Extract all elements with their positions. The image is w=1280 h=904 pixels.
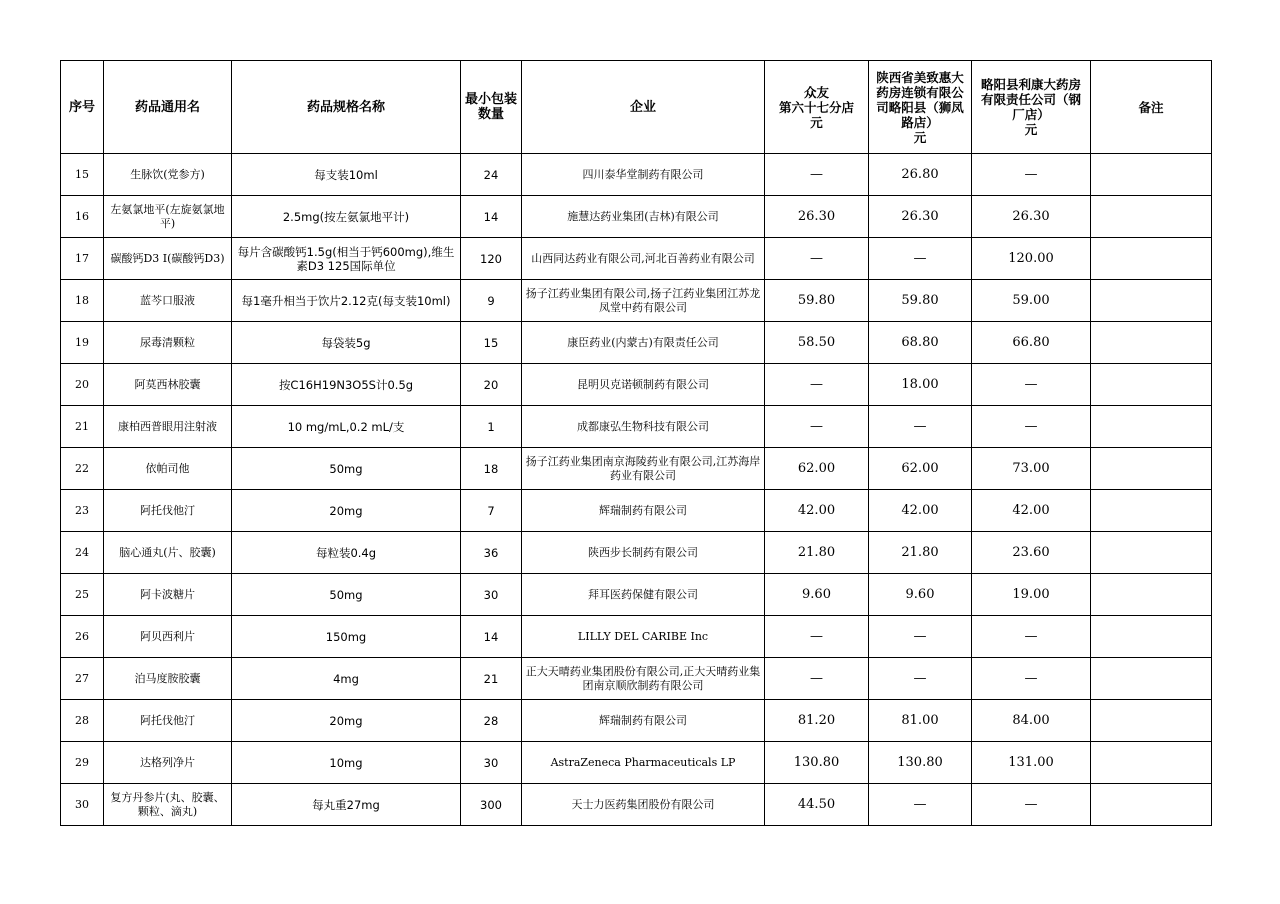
col-notes (1091, 700, 1212, 742)
col-price-meizhihui: — (869, 658, 972, 700)
col-index: 26 (61, 616, 104, 658)
col-price-likang: 42.00 (972, 490, 1091, 532)
col-index: 15 (61, 154, 104, 196)
col-price-likang: 120.00 (972, 238, 1091, 280)
col-company: 施慧达药业集团(吉林)有限公司 (522, 196, 765, 238)
col-drug-name: 达格列净片 (104, 742, 232, 784)
table-row (61, 574, 1212, 616)
col-notes (1091, 490, 1212, 532)
col-company: 昆明贝克诺顿制药有限公司 (522, 364, 765, 406)
col-drug-name: 阿卡波糖片 (104, 574, 232, 616)
col-spec: 10mg (232, 742, 461, 784)
col-spec: 20mg (232, 700, 461, 742)
table-row (61, 532, 1212, 574)
col-index: 24 (61, 532, 104, 574)
col-drug-name: 碳酸钙D3 Ⅰ(碳酸钙D3) (104, 238, 232, 280)
col-price-meizhihui: — (869, 784, 972, 826)
table-row (61, 616, 1212, 658)
col-min-pack: 18 (461, 448, 522, 490)
col-price-meizhihui: 81.00 (869, 700, 972, 742)
col-price-meizhihui: 130.80 (869, 742, 972, 784)
col-price-meizhihui: 59.80 (869, 280, 972, 322)
table-row (61, 364, 1212, 406)
col-company: 扬子江药业集团有限公司,扬子江药业集团江苏龙凤堂中药有限公司 (522, 280, 765, 322)
col-company: 正大天晴药业集团股份有限公司,正大天晴药业集团南京顺欣制药有限公司 (522, 658, 765, 700)
col-min-pack: 14 (461, 196, 522, 238)
header-row (61, 61, 1212, 154)
col-index: 17 (61, 238, 104, 280)
col-drug-name: 蓝芩口服液 (104, 280, 232, 322)
col-index: 28 (61, 700, 104, 742)
drug-price-table (60, 60, 1212, 826)
col-company: 陕西步长制药有限公司 (522, 532, 765, 574)
col-drug-name: 泊马度胺胶囊 (104, 658, 232, 700)
col-notes (1091, 364, 1212, 406)
col-spec: 每1毫升相当于饮片2.12克(每支装10ml) (232, 280, 461, 322)
col-min-pack: 30 (461, 742, 522, 784)
table-row (61, 448, 1212, 490)
col-notes (1091, 784, 1212, 826)
col-price-likang: — (972, 364, 1091, 406)
col-price-likang: 59.00 (972, 280, 1091, 322)
col-spec: 50mg (232, 448, 461, 490)
col-price-zhongyou: 81.20 (765, 700, 869, 742)
col-min-pack: 1 (461, 406, 522, 448)
col-price-zhongyou: — (765, 154, 869, 196)
col-price-likang: — (972, 406, 1091, 448)
col-notes (1091, 532, 1212, 574)
col-notes (1091, 196, 1212, 238)
col-notes (1091, 742, 1212, 784)
col-min-pack: 24 (461, 154, 522, 196)
col-drug-name: 阿托伐他汀 (104, 490, 232, 532)
col-price-zhongyou: — (765, 616, 869, 658)
col-drug-name: 左氨氯地平(左旋氨氯地平) (104, 196, 232, 238)
col-notes-header: 备注 (1091, 61, 1212, 154)
col-price-meizhihui: 26.30 (869, 196, 972, 238)
col-spec: 20mg (232, 490, 461, 532)
col-notes (1091, 658, 1212, 700)
col-price-meizhihui: 62.00 (869, 448, 972, 490)
col-index-header: 序号 (61, 61, 104, 154)
table-row (61, 322, 1212, 364)
col-notes (1091, 238, 1212, 280)
col-spec: 150mg (232, 616, 461, 658)
col-min-pack-header: 最小包装数量 (461, 61, 522, 154)
col-drug-name: 生脉饮(党参方) (104, 154, 232, 196)
col-index: 25 (61, 574, 104, 616)
col-drug-name: 康柏西普眼用注射液 (104, 406, 232, 448)
col-index: 29 (61, 742, 104, 784)
col-price-likang: 84.00 (972, 700, 1091, 742)
col-price-zhongyou: 130.80 (765, 742, 869, 784)
table-row (61, 658, 1212, 700)
table-row (61, 238, 1212, 280)
col-min-pack: 30 (461, 574, 522, 616)
col-price-meizhihui: 26.80 (869, 154, 972, 196)
col-price-likang: — (972, 154, 1091, 196)
col-company: 山西同达药业有限公司,河北百善药业有限公司 (522, 238, 765, 280)
col-drug-name: 阿莫西林胶囊 (104, 364, 232, 406)
col-price-zhongyou: — (765, 238, 869, 280)
col-company: AstraZeneca Pharmaceuticals LP (522, 742, 765, 784)
col-min-pack: 28 (461, 700, 522, 742)
col-price-zhongyou: 26.30 (765, 196, 869, 238)
col-price-likang: 73.00 (972, 448, 1091, 490)
col-spec: 按C16H19N3O5S计0.5g (232, 364, 461, 406)
col-drug-name: 脑心通丸(片、胶囊) (104, 532, 232, 574)
col-price-zhongyou: 59.80 (765, 280, 869, 322)
col-company: 拜耳医药保健有限公司 (522, 574, 765, 616)
col-index: 27 (61, 658, 104, 700)
col-spec: 每粒装0.4g (232, 532, 461, 574)
col-drug-name: 依帕司他 (104, 448, 232, 490)
col-spec: 每丸重27mg (232, 784, 461, 826)
col-company: 天士力医药集团股份有限公司 (522, 784, 765, 826)
col-company: 辉瑞制药有限公司 (522, 490, 765, 532)
col-spec: 4mg (232, 658, 461, 700)
col-spec: 50mg (232, 574, 461, 616)
col-min-pack: 15 (461, 322, 522, 364)
table-row (61, 280, 1212, 322)
col-price-likang: 66.80 (972, 322, 1091, 364)
col-price-meizhihui: — (869, 406, 972, 448)
col-spec: 每袋装5g (232, 322, 461, 364)
col-drug-name-header: 药品通用名 (104, 61, 232, 154)
col-spec: 2.5mg(按左氨氯地平计) (232, 196, 461, 238)
col-company: 成都康弘生物科技有限公司 (522, 406, 765, 448)
col-company: LILLY DEL CARIBE Inc (522, 616, 765, 658)
col-index: 21 (61, 406, 104, 448)
col-drug-name: 阿托伐他汀 (104, 700, 232, 742)
table-row (61, 154, 1212, 196)
col-price-zhongyou: — (765, 406, 869, 448)
col-index: 19 (61, 322, 104, 364)
table-row (61, 406, 1212, 448)
col-index: 16 (61, 196, 104, 238)
col-min-pack: 20 (461, 364, 522, 406)
col-index: 18 (61, 280, 104, 322)
col-company: 扬子江药业集团南京海陵药业有限公司,江苏海岸药业有限公司 (522, 448, 765, 490)
table-row (61, 196, 1212, 238)
col-company-header: 企业 (522, 61, 765, 154)
col-drug-name: 复方丹参片(丸、胶囊、颗粒、滴丸) (104, 784, 232, 826)
col-min-pack: 21 (461, 658, 522, 700)
col-price-likang: 131.00 (972, 742, 1091, 784)
col-index: 30 (61, 784, 104, 826)
col-price-likang: — (972, 616, 1091, 658)
col-price-meizhihui: — (869, 238, 972, 280)
col-company: 四川泰华堂制药有限公司 (522, 154, 765, 196)
col-company: 康臣药业(内蒙古)有限责任公司 (522, 322, 765, 364)
col-price-zhongyou: 21.80 (765, 532, 869, 574)
col-index: 20 (61, 364, 104, 406)
col-notes (1091, 574, 1212, 616)
col-min-pack: 36 (461, 532, 522, 574)
col-drug-name: 阿贝西利片 (104, 616, 232, 658)
col-price-meizhihui: — (869, 616, 972, 658)
col-spec: 每支装10ml (232, 154, 461, 196)
table-row (61, 700, 1212, 742)
col-notes (1091, 154, 1212, 196)
table-row (61, 742, 1212, 784)
col-price-likang: — (972, 784, 1091, 826)
col-price-zhongyou: — (765, 658, 869, 700)
col-notes (1091, 616, 1212, 658)
col-price-meizhihui: 18.00 (869, 364, 972, 406)
col-company: 辉瑞制药有限公司 (522, 700, 765, 742)
col-notes (1091, 448, 1212, 490)
col-price-zhongyou: 62.00 (765, 448, 869, 490)
col-spec: 每片含碳酸钙1.5g(相当于钙600mg),维生素D3 125国际单位 (232, 238, 461, 280)
table-row (61, 784, 1212, 826)
col-price-zhongyou: 44.50 (765, 784, 869, 826)
col-spec: 10 mg/mL,0.2 mL/支 (232, 406, 461, 448)
col-price-likang: 19.00 (972, 574, 1091, 616)
col-price-meizhihui: 21.80 (869, 532, 972, 574)
col-price-likang: 26.30 (972, 196, 1091, 238)
col-price-zhongyou: 58.50 (765, 322, 869, 364)
col-price-meizhihui-header: 陕西省美致惠大药房连锁有限公司略阳县（狮凤路店） 元 (869, 61, 972, 154)
col-price-zhongyou: 42.00 (765, 490, 869, 532)
col-notes (1091, 322, 1212, 364)
col-notes (1091, 280, 1212, 322)
col-index: 22 (61, 448, 104, 490)
col-price-likang: 23.60 (972, 532, 1091, 574)
col-min-pack: 14 (461, 616, 522, 658)
col-price-meizhihui: 9.60 (869, 574, 972, 616)
col-drug-name: 尿毒清颗粒 (104, 322, 232, 364)
col-price-zhongyou: 9.60 (765, 574, 869, 616)
table-row (61, 490, 1212, 532)
col-min-pack: 9 (461, 280, 522, 322)
col-price-zhongyou: — (765, 364, 869, 406)
col-index: 23 (61, 490, 104, 532)
col-price-likang: — (972, 658, 1091, 700)
col-min-pack: 7 (461, 490, 522, 532)
col-notes (1091, 406, 1212, 448)
col-spec-header: 药品规格名称 (232, 61, 461, 154)
col-price-meizhihui: 68.80 (869, 322, 972, 364)
col-price-zhongyou-header: 众友 第六十七分店 元 (765, 61, 869, 154)
col-price-likang-header: 略阳县利康大药房有限责任公司（钢厂店） 元 (972, 61, 1091, 154)
col-min-pack: 300 (461, 784, 522, 826)
col-price-meizhihui: 42.00 (869, 490, 972, 532)
col-min-pack: 120 (461, 238, 522, 280)
